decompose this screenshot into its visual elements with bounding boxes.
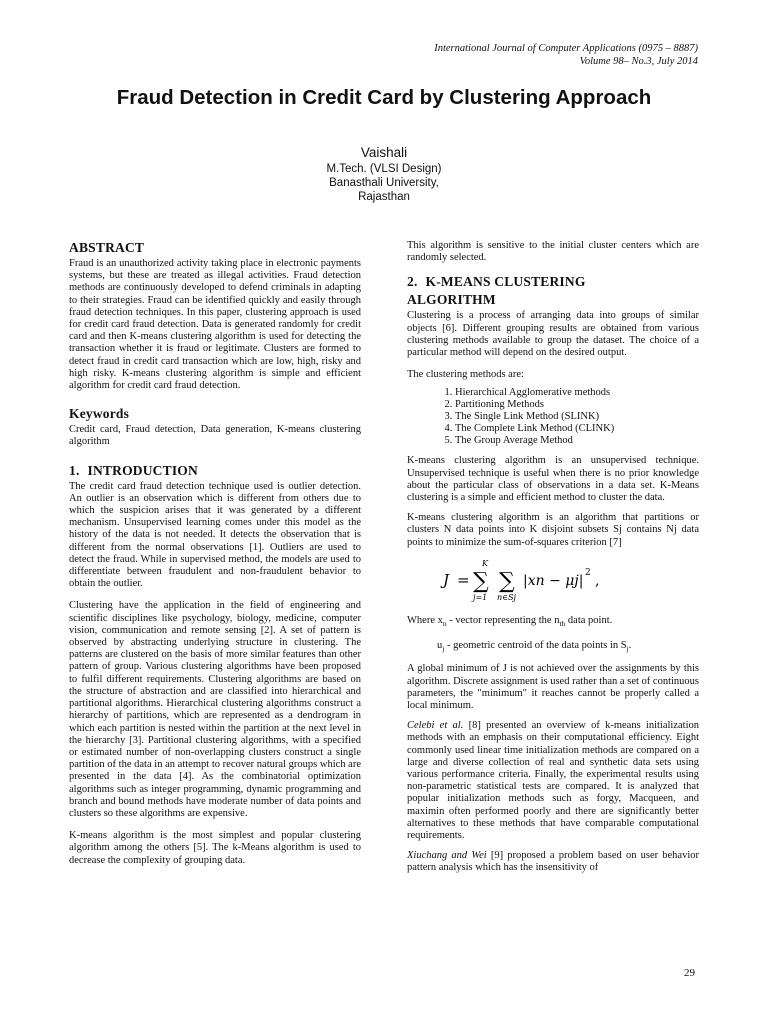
intro-paragraph-2: Clustering have the application in the field of engineering and scientific disciplines like psychology, biology, medicine, computer vision, communication and remote sensing [2]. A set of pattern is observed by abstracting underlying structure in clustering. The patterns are clustered on the basis of more similar features than other pattern of group. Various clustering algorithms have been proposed to fulfil different requirements. Clustering algorithms are based on the structure of abstraction and are classified into hierarchical and partitional algorithms. Hierarchical clustering algorithms construct a hierarchy of partitions, which are represented as a dendrogram in which each partition is nested within the partition at the next level in the hierarchy [3]. Partitional clustering algorithms, with a specified or estimated number of non-overlapping clusters construct a single partition of the data in an attempt to recover natural groups which are presented in the data [4]. As the combinatorial optimization algorithms such as integer programming, dynamic programming and branch and bound methods have moderate number of data points and clusters so these algorithms are expensive. <box>69 600 361 819</box>
formula-comma: , <box>595 572 600 589</box>
paper-title: Fraud Detection in Credit Card by Clustering Approach <box>116 86 652 109</box>
right-column <box>407 240 699 881</box>
list-item: 3. The Single Link Method (SLINK) <box>455 411 699 423</box>
intro-number: 1. <box>69 462 80 478</box>
page-number: 29 <box>684 967 695 979</box>
uj-line <box>407 640 699 655</box>
celebi-text: [8] presented an overview of k-means initialization methods with an emphasis on their computational efficiency. Eight commonly used linear time initialization methods are compared on a large and diverse collection of real and synthetic data sets using various performance criteria. Finally, the experimental results using non-parametric statistical tests are compared. It is analyzed that popular initialization methods such as forgy, Macqueen, and maximin often performed poorly and there are significantly better alternatives to these methods that have comparable computational requirements. <box>407 720 699 842</box>
journal-volume: Volume 98– No.3, July 2014 <box>579 56 698 67</box>
where-sub2: th <box>559 618 566 628</box>
formula-sigma-1: ∑ <box>473 568 489 594</box>
formula-sum-lower-1: j=1 <box>473 592 488 602</box>
where-sub: n <box>442 618 447 628</box>
journal-header <box>434 42 698 68</box>
intro-title: INTRODUCTION <box>87 462 198 478</box>
intro-paragraph-3: K-means algorithm is the most simplest and popular clustering algorithm among the others [5]. The k-Means algorithm is used to decrease the complexity of grouping data. <box>69 830 361 866</box>
uj-pre: u <box>437 640 443 652</box>
intro-paragraph-1: The credit card fraud detection technique used is outlier detection. An outlier is an observation which is different from others due to which the suspicion arises that it was generated by a different mechanism. Unsupervised learning comes under this model as the history of the data is not needed. It detects the observation that is different from the normal observations [1]. Outliers are used to detect the fraud. While in supervised method, the models are used to differentiate between fraudulent and non-fraudulent behavior to obtain the outlier. <box>69 480 361 590</box>
author-state: Rajasthan <box>358 191 410 203</box>
author-name: Vaishali <box>360 145 408 160</box>
list-item: 4. The Complete Link Method (CLINK) <box>455 423 699 435</box>
journal-name: International Journal of Computer Applications (0975 – 8887) <box>434 43 698 54</box>
list-item: 1. Hierarchical Agglomerative methods <box>455 387 699 399</box>
methods-intro: The clustering methods are: <box>407 369 524 381</box>
formula-sigma-2: ∑ <box>499 568 515 594</box>
uj-end: . <box>628 640 632 652</box>
formula-power: 2 <box>585 567 591 578</box>
xiuchang-citation: Xiuchang and Wei <box>407 850 487 862</box>
formula-svg <box>437 555 637 605</box>
uj-sub2: j <box>626 644 629 654</box>
list-item: 5. The Group Average Method <box>455 435 699 447</box>
author-block <box>0 144 768 204</box>
kmeans-paragraph-4: A global minimum of J is not achieved over the assignments by this algorithm. Discrete assignment is used rather than a set of continuous parameters, the "minimum" it reaches cannot be properly called a local minimum. <box>407 663 699 712</box>
kmeans-formula <box>437 555 699 605</box>
keywords-text: Credit card, Fraud detection, Data generation, K-means clustering algorithm <box>69 424 361 448</box>
kmeans-paragraph-2: K-means clustering algorithm is an unsupervised technique. Unsupervised technique is useful when there is no prior knowledge about the particular class of observations in a data set. K-Means clustering is a simple and efficient method to cluster the data. <box>407 455 699 504</box>
list-item: 2. Partitioning Methods <box>455 399 699 411</box>
where-post: data point. <box>565 614 613 626</box>
uj-post: - geometric centroid of the data points in S <box>444 640 627 652</box>
formula-body: |xn − μj| <box>523 572 584 589</box>
formula-sum-lower-2: n∈Sj <box>497 592 517 602</box>
kmeans-title-line1: K-MEANS CLUSTERING <box>425 274 586 290</box>
right-intro-text: This algorithm is sensitive to the initial cluster centers which are randomly selected. <box>407 240 699 264</box>
kmeans-title-line2: ALGORITHM <box>407 292 496 308</box>
celebi-citation: Celebi et al. <box>407 720 464 732</box>
xiuchang-text: [9] proposed a problem based on user behavior pattern analysis which has the insensitivity of <box>407 850 699 874</box>
author-degree: M.Tech. (VLSI Design) <box>326 163 442 175</box>
where-xn-line <box>407 615 699 630</box>
abstract-heading: ABSTRACT <box>69 240 145 255</box>
abstract-text: Fraud is an unauthorized activity taking place in electronic payments systems, but these are treated as illegal activities. Fraud detection methods are continuously developed to defend criminals in adapting to their strategies. Fraud can be identified quickly and easily through fraud detection techniques. In this paper, clustering approach is used for credit card fraud detection. Data is generated randomly for credit card and then K-means clustering algorithm is used for detecting the transaction whether it is fraud or legitimate. Clusters are formed to detect fraud in credit card transaction which are low, high, risky and high risky. K-means clustering algorithm is simple and efficient algorithm for credit card fraud detection. <box>69 258 361 392</box>
kmeans-paragraph-1: Clustering is a process of arranging data into groups of similar objects [6]. Different grouping results are obtained from various clustering methods available to group the dataset. The choice of a particular method will depend on the desired output. <box>407 310 699 359</box>
where-mid: - vector representing the n <box>446 614 560 626</box>
left-column <box>69 240 361 873</box>
formula-sum-upper: K <box>482 558 488 568</box>
uj-sub: j <box>442 644 445 654</box>
formula-lhs: J <box>443 570 450 589</box>
intro-heading <box>69 463 361 481</box>
where-pre: Where x <box>407 614 443 626</box>
author-university: Banasthali University, <box>329 177 439 189</box>
methods-list <box>407 387 699 447</box>
kmeans-number: 2. <box>407 274 418 290</box>
kmeans-paragraph-3: K-means clustering algorithm is an algorithm that partitions or clusters N data points into K disjoint subsets Sj contains Nj data points to minimize the sum-of-squares criterion [7] <box>407 512 699 548</box>
celebi-paragraph <box>407 720 699 842</box>
formula-equals: = <box>457 570 470 589</box>
xiuchang-paragraph <box>407 850 699 874</box>
keywords-heading: Keywords <box>69 406 130 422</box>
kmeans-heading <box>407 274 699 292</box>
